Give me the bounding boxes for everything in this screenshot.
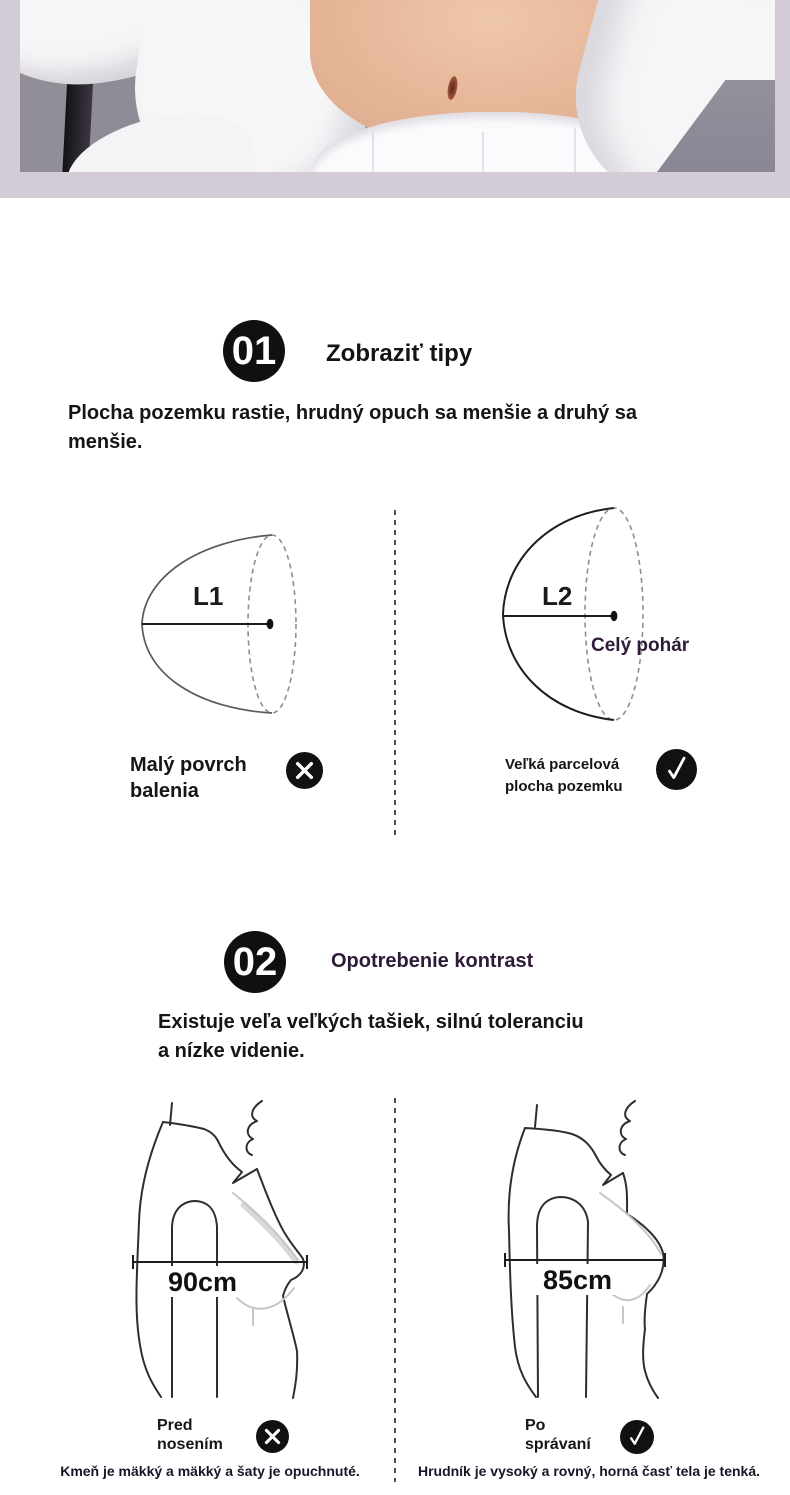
- neck-line: [535, 1105, 537, 1127]
- section1-title: Zobraziť tipy: [326, 340, 473, 367]
- x-mark-icon: [256, 1420, 289, 1453]
- full-cup-annotation: Celý pohár: [591, 635, 690, 656]
- arm-outline: [172, 1201, 217, 1397]
- chest-lifted-outline: [623, 1173, 664, 1398]
- cup-center-dot: [611, 611, 618, 621]
- caption-large-surface: Veľká parcelová plocha pozemku: [505, 756, 623, 795]
- section2-body: Existuje veľa veľkých tašiek, silnú toleranciu a nízke videnie.: [158, 1011, 584, 1062]
- measurement-label-after: 85cm: [543, 1265, 613, 1295]
- x-mark-icon: [286, 752, 323, 789]
- hair-squiggle: [620, 1101, 636, 1155]
- footnote-before: Kmeň je mäkký a mäkký a šaty je opuchnuté.: [60, 1463, 360, 1479]
- back-outline: [136, 1122, 163, 1397]
- caption-before-wearing: Pred nosením: [157, 1417, 223, 1453]
- cup-label-l2: L2: [542, 581, 573, 611]
- collar-zigzag: [218, 1141, 257, 1183]
- shoulder-line: [163, 1122, 218, 1141]
- body-figure-before: [0, 1095, 395, 1415]
- cup-center-dot: [267, 619, 274, 629]
- neck-line: [170, 1103, 172, 1125]
- body-figure-after: [395, 1095, 790, 1415]
- shoulder-line: [525, 1128, 596, 1156]
- cup-label-l1: L1: [193, 581, 224, 611]
- check-mark-icon: [656, 749, 697, 790]
- hair-squiggle: [247, 1101, 263, 1155]
- section1-number-badge: 01: [223, 320, 285, 382]
- section2-number-badge: 02: [224, 931, 286, 993]
- section1-body: Plocha pozemku rastie, hrudný opuch sa menšie a druhý sa menšie.: [68, 402, 638, 453]
- caption-small-surface: Malý povrch balenia: [130, 754, 247, 802]
- ghost-shade-band: [243, 1205, 296, 1262]
- ghost-breast-curve: [600, 1193, 661, 1254]
- caption-after-wearing: Po správaní: [525, 1417, 591, 1453]
- cup-profile-curve: [503, 508, 614, 720]
- chest-sagging-outline: [257, 1169, 304, 1398]
- arm-outline: [537, 1197, 588, 1397]
- footnote-after: Hrudník je vysoký a rovný, horná časť tela je tenká.: [417, 1463, 761, 1479]
- section2-title: Opotrebenie kontrast: [331, 950, 534, 972]
- measurement-label-before: 90cm: [168, 1267, 238, 1297]
- collar-zigzag: [596, 1156, 623, 1185]
- hero-band: [0, 0, 790, 198]
- back-outline: [509, 1128, 536, 1397]
- hero-photo: [20, 0, 775, 172]
- check-mark-icon: [620, 1420, 654, 1454]
